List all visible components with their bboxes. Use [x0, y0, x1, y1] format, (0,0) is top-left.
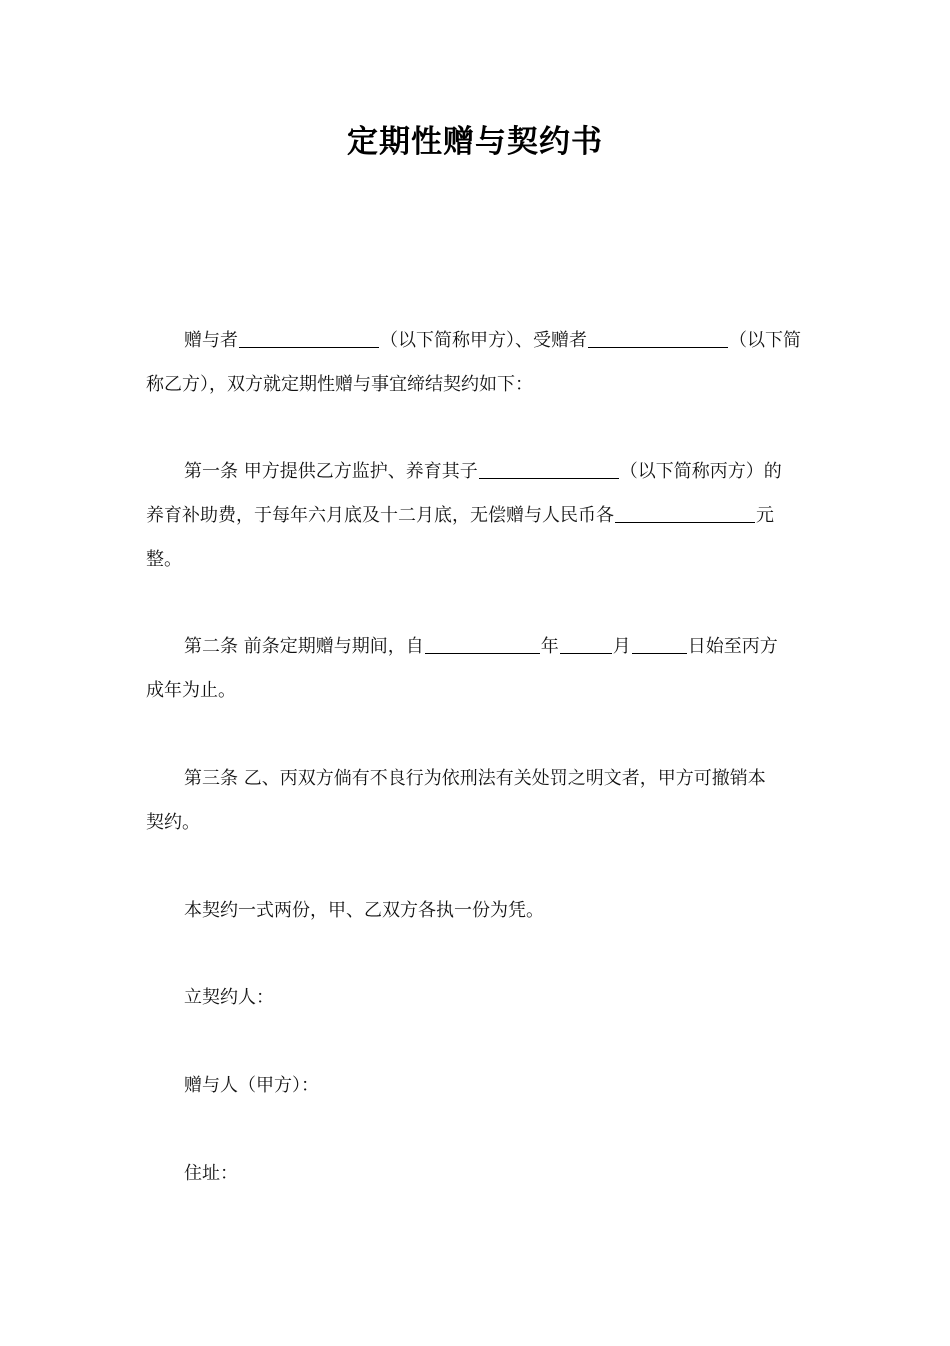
- document-title: 定期性赠与契约书: [347, 124, 603, 160]
- month-blank[interactable]: [560, 635, 612, 654]
- donor-section: [146, 1064, 806, 1108]
- address-label: 住址：: [184, 1163, 238, 1184]
- year-blank[interactable]: [425, 635, 540, 654]
- intro-paragraph: [146, 319, 806, 407]
- article-3-line-1: 第三条 乙、丙双方倘有不良行为依刑法有关处罚之明文者，甲方可撤销本: [184, 768, 766, 789]
- article-2-paragraph: [146, 625, 806, 713]
- article-2-line-2: 成年为止。: [146, 680, 236, 701]
- article-3-paragraph: [146, 757, 806, 845]
- day-blank[interactable]: [632, 635, 687, 654]
- article-1-paragraph: [146, 450, 806, 582]
- address-section: [146, 1152, 806, 1196]
- copies-line: 本契约一式两份，甲、乙双方各执一份为凭。: [184, 900, 544, 921]
- signatories-section: [146, 976, 806, 1020]
- donor-name-blank[interactable]: [239, 329, 379, 348]
- donor-label: 赠与人（甲方）：: [184, 1075, 319, 1096]
- article-1-line-1: 第一条 甲方提供乙方监护、养育其子 （以下简称丙方）的: [184, 461, 782, 482]
- signatories-label: 立契约人：: [184, 987, 274, 1008]
- intro-line-1: [146, 319, 806, 363]
- article-3-line-2: 契约。: [146, 812, 200, 833]
- intro-text-donor: 赠与者 （以下简称甲方）、受赠者 （以下简: [184, 330, 801, 351]
- amount-blank[interactable]: [615, 504, 755, 523]
- recipient-name-blank[interactable]: [588, 329, 728, 348]
- article-1-line-3: 整。: [146, 549, 182, 570]
- intro-line-2: 称乙方），双方就定期性赠与事宜缔结契约如下：: [146, 374, 533, 395]
- copies-paragraph: [146, 889, 806, 933]
- article-2-line-1: 第二条 前条定期赠与期间，自 年 月 日始至丙方: [184, 636, 778, 657]
- child-name-blank[interactable]: [479, 460, 619, 479]
- article-1-line-2: 养育补助费，于每年六月底及十二月底，无偿赠与人民币各 元: [146, 505, 774, 526]
